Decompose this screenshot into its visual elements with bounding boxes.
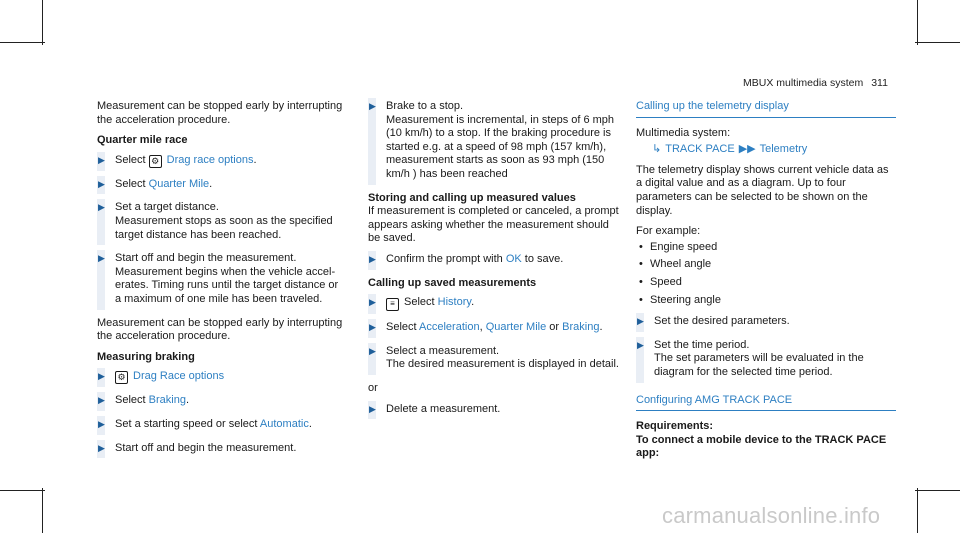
step	[368, 345, 622, 372]
section-title-configuring: Configuring AMG TRACK PACE	[636, 394, 896, 412]
arrow-icon: ▶	[98, 442, 105, 453]
link-history[interactable]: History	[437, 296, 472, 309]
link-drag-race-options[interactable]: Drag Race options	[133, 370, 225, 383]
link-acceleration[interactable]: Acceleration	[419, 321, 480, 334]
arrow-icon: ▶	[369, 345, 376, 356]
requirements-text: To connect a mobile device to the TRACK PACE app:	[636, 433, 887, 460]
arrow-icon: ▶	[98, 371, 105, 382]
arrow-icon: ▶	[369, 253, 376, 264]
arrow-icon: ▶	[637, 316, 644, 327]
arrow-icon: ▶	[369, 101, 376, 111]
list-icon: ≡	[386, 298, 399, 311]
arrow-icon: ▶	[98, 418, 105, 429]
step	[97, 252, 347, 306]
step: ▶ Select Quarter Mile.	[97, 178, 347, 192]
intro-text: Measurement can be stopped early by interrupting the acceleration procedure.	[97, 100, 343, 126]
page-number: 311	[871, 77, 888, 89]
arrow-icon: ▶	[98, 154, 105, 165]
arrow-icon: ▶	[98, 395, 105, 406]
page-header	[743, 77, 888, 89]
step	[97, 442, 347, 456]
link-quarter-mile[interactable]: Quarter Mile	[148, 177, 210, 190]
crop-mark	[0, 42, 45, 43]
list-item: • Engine speed	[636, 241, 896, 255]
step: ▶ ≡ Select History.	[368, 296, 622, 311]
step	[636, 315, 896, 329]
step-text: Set the time period. The set parameters will be evaluated in the diagram for the selected time period.	[654, 338, 864, 378]
link-telemetry[interactable]: Telemetry	[759, 143, 808, 156]
crop-mark	[915, 490, 960, 491]
heading-measuring-braking: Measuring braking	[97, 350, 195, 363]
or-text: or	[368, 381, 378, 394]
example-label: For example:	[636, 225, 701, 238]
step-text: Delete a measurement.	[386, 402, 501, 415]
crop-mark	[917, 0, 918, 45]
gear-icon: ⚙	[115, 371, 128, 384]
outro-text: Measurement can be stopped early by interrupting the acceleration procedure.	[97, 316, 343, 343]
crop-mark	[42, 0, 43, 45]
arrow-icon: ▶	[369, 322, 376, 333]
arrow-icon: ▶	[637, 339, 644, 350]
link-track-pace[interactable]: TRACK PACE	[665, 143, 735, 156]
step-text: Start off and begin the measurement.	[115, 441, 297, 454]
store-text: If measurement is completed or canceled, a prompt appears asking whether the measurement should be saved.	[368, 205, 619, 245]
requirements-label: Requirements:	[636, 420, 714, 433]
step: ▶ Select Acceleration, Quarter Mile or Braking.	[368, 321, 622, 335]
step-text: Set the desired parameters.	[654, 315, 790, 328]
step: ▶ Set a starting speed or select Automatic.	[97, 418, 347, 432]
heading-calling-up: Calling up saved measurements	[368, 276, 537, 289]
step: ▶ Confirm the prompt with OK to save.	[368, 253, 622, 267]
link-drag-race-options[interactable]: Drag race options	[166, 153, 254, 166]
corner-arrow-icon: ↳	[652, 143, 662, 156]
column-2	[368, 100, 622, 426]
crop-mark	[42, 488, 43, 533]
arrow-icon: ▶	[98, 202, 105, 213]
system-label: Multimedia system:	[636, 126, 731, 139]
watermark: carmanualsonline.info	[662, 503, 881, 528]
crop-mark	[917, 488, 918, 533]
link-ok[interactable]: OK	[505, 252, 522, 265]
step	[636, 339, 896, 380]
arrow-icon: ▶	[98, 178, 105, 189]
gear-icon: ⚙	[149, 155, 162, 168]
column-3	[636, 100, 896, 461]
list-item: • Steering angle	[636, 294, 896, 308]
list-item: • Speed	[636, 276, 896, 290]
link-automatic[interactable]: Automatic	[259, 417, 309, 430]
step-text: Select a measurement. The desired measurement is displayed in detail.	[386, 344, 619, 371]
example-list	[636, 241, 896, 307]
step-text: Start off and begin the measurement. Measurement begins when the vehicle accelerates. Timing runs until the target distance or a maximum of one mile has been traveled.	[115, 252, 339, 305]
step	[97, 370, 347, 384]
arrow-icon: ▶	[98, 253, 105, 264]
crop-mark	[0, 490, 45, 491]
crop-mark	[915, 42, 960, 43]
step: ▶ Select Braking.	[97, 394, 347, 408]
step: ▶ Select ⚙ Drag race options.	[97, 154, 347, 168]
double-chevron-icon: ▶▶	[738, 143, 756, 156]
step-text: Set a target distance. Measurement stops as soon as the specified target distance has been reached.	[115, 201, 333, 241]
step-text: Brake to a stop. Measurement is incremental, in steps of 6 mph (10 km/h) to a stop. If the braking procedure is started e.g. at a speed of 98 mph (157 km/h), measurement starts as soon as 93 mph (150 km/h ) has been reached	[386, 100, 615, 180]
arrow-icon: ▶	[369, 403, 376, 414]
step	[368, 100, 622, 182]
menu-path	[652, 143, 896, 157]
heading-storing: Storing and calling up measured values	[368, 191, 576, 204]
step	[97, 201, 347, 242]
section-title-telemetry: Calling up the telemetry display	[636, 100, 896, 118]
list-item: • Wheel angle	[636, 258, 896, 272]
header-title: MBUX multimedia system	[743, 77, 864, 89]
link-braking[interactable]: Braking	[148, 394, 186, 407]
column-1	[97, 100, 347, 465]
heading-quarter-mile: Quarter mile race	[97, 134, 188, 147]
arrow-icon: ▶	[369, 297, 376, 308]
telemetry-description: The telemetry display shows current vehicle data as a digital value and as a diagram. Up to four parameters can be selected to be shown on the display.	[636, 163, 889, 217]
step	[368, 403, 622, 417]
link-quarter-mile[interactable]: Quarter Mile	[485, 321, 547, 334]
link-braking[interactable]: Braking	[562, 321, 600, 334]
